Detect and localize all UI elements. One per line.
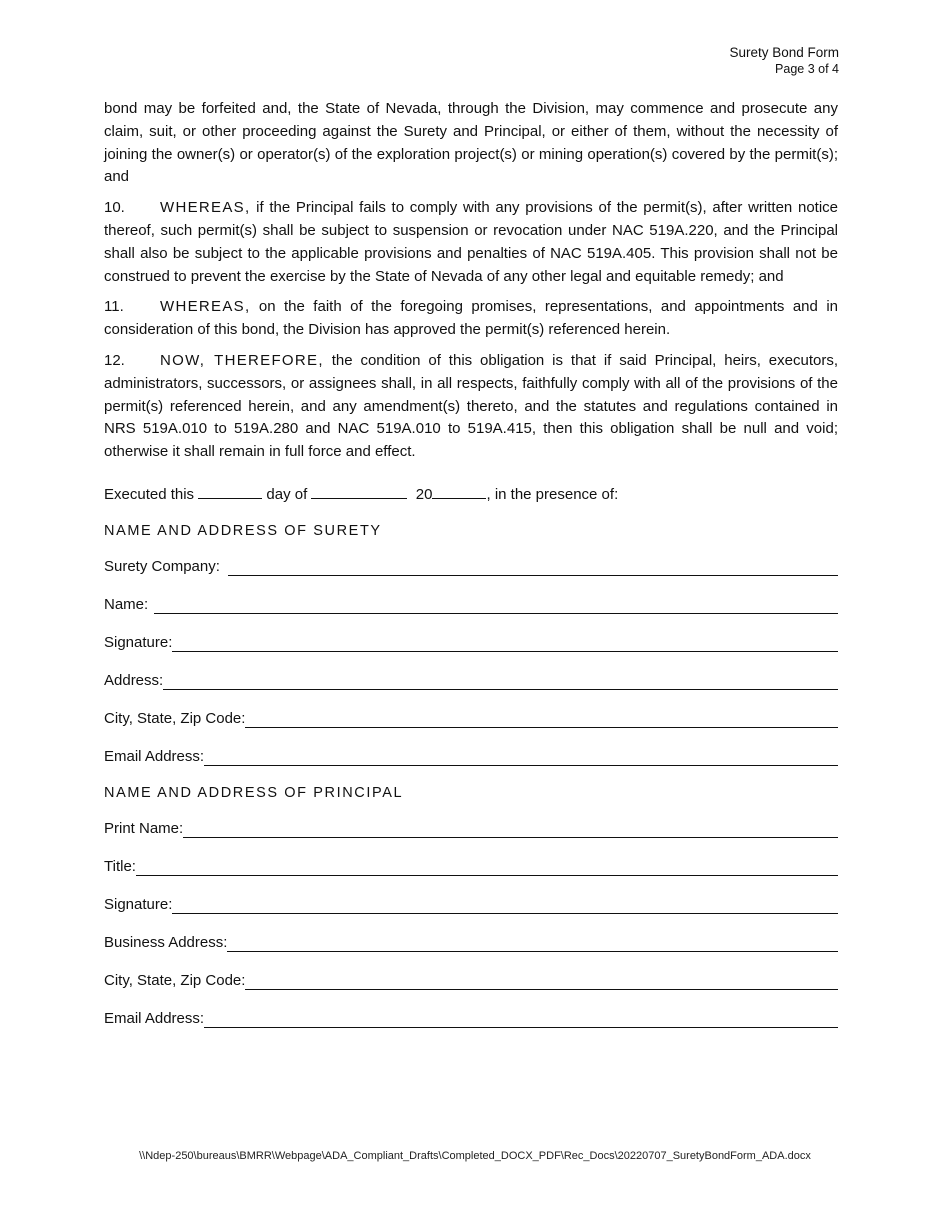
paragraph-number: 11.	[104, 298, 124, 316]
field-label: City, State, Zip Code:	[104, 710, 246, 728]
paragraph-continued: bond may be forfeited and, the State of Nevada, through the Division, may commence and prosecute any claim, suit, or other proceeding against the Surety and Principal, or either of them, without the necessity of joining the owner(s) or operator(s) of the exploration project(s) or mining operation(s) covered by the permit(s); and	[104, 100, 838, 186]
paragraph-text: on the faith of the foregoing promises, representations, and appointments and in consideration of this bond, the Division has approved the permit(s) referenced herein.	[104, 298, 838, 339]
field-label: Business Address:	[104, 934, 228, 952]
page-header	[729, 45, 839, 77]
document-body	[104, 98, 838, 1032]
form-title: Surety Bond Form	[729, 45, 839, 60]
paragraph-text: if the Principal fails to comply with any provisions of the permit(s), after written notice thereof, such permit(s) shall be subject to suspension or revocation under NAC 519A.220, and the Principal shall also be subject to the applicable provisions and penalties of NAC 519A.405. This provision shall not be construed to prevent the exercise by the State of Nevada of any other legal and equitable remedy; and	[104, 199, 838, 285]
surety-email-field[interactable]	[204, 747, 838, 766]
surety-email-row	[104, 732, 838, 770]
month-field[interactable]	[311, 482, 407, 499]
field-label: Title:	[104, 858, 136, 876]
surety-address-row	[104, 656, 838, 694]
surety-section-heading: NAME AND ADDRESS OF SURETY	[104, 522, 382, 539]
field-label: Email Address:	[104, 748, 205, 766]
surety-signature-field[interactable]	[172, 633, 838, 652]
paragraph-text: the condition of this obligation is that if said Principal, heirs, executors, administrators, successors, or assignees shall, in all respects, faithfully comply with all of the provisions of the permit(s) referenced herein, and any amendment(s) thereto, and the statutes and regulations contained in NRS 519A.010 to 519A.280 and NAC 519A.010 to 519A.415, then this obligation shall be null and void; otherwise it shall remain in full force and effect.	[104, 351, 838, 461]
surety-city-row	[104, 694, 838, 732]
surety-city-field[interactable]	[245, 709, 838, 728]
principal-business-address-row	[104, 918, 838, 956]
paragraph-11	[104, 296, 838, 342]
principal-signature-field[interactable]	[172, 895, 838, 914]
principal-print-name-row	[104, 804, 838, 842]
day-field[interactable]	[198, 482, 262, 499]
principal-title-row	[104, 842, 838, 880]
surety-signature-row	[104, 618, 838, 656]
surety-company-row	[104, 542, 838, 580]
paragraph-lead: NOW, THEREFORE,	[160, 351, 324, 369]
year-field[interactable]	[432, 482, 486, 499]
paragraph-number: 10.	[104, 199, 125, 217]
page-number: Page 3 of 4	[775, 62, 839, 76]
surety-name-field[interactable]	[154, 595, 838, 614]
principal-section-heading: NAME AND ADDRESS OF PRINCIPAL	[104, 784, 404, 801]
field-label: Address:	[104, 672, 164, 690]
principal-business-address-field[interactable]	[227, 933, 838, 952]
year-prefix: 20	[415, 485, 433, 503]
surety-company-field[interactable]	[228, 557, 838, 576]
surety-name-row	[104, 580, 838, 618]
field-label: Surety Company:	[104, 558, 220, 576]
field-label: Print Name:	[104, 820, 184, 838]
paragraph-lead: WHEREAS,	[160, 298, 251, 316]
principal-city-field[interactable]	[245, 971, 838, 990]
paragraph-12	[104, 350, 838, 464]
executed-label: Executed this	[104, 485, 195, 503]
field-label: Signature:	[104, 896, 173, 914]
surety-address-field[interactable]	[163, 671, 838, 690]
presence-label: , in the presence of:	[486, 485, 619, 503]
principal-print-name-field[interactable]	[183, 819, 838, 838]
field-label: City, State, Zip Code:	[104, 972, 246, 990]
day-of-label: day of	[266, 485, 308, 503]
field-label: Name:	[104, 596, 149, 614]
paragraph-number: 12.	[104, 351, 125, 369]
paragraph-lead: WHEREAS,	[160, 199, 251, 217]
principal-signature-row	[104, 880, 838, 918]
field-label: Signature:	[104, 634, 173, 652]
principal-email-field[interactable]	[204, 1009, 838, 1028]
file-path-footer: \\Ndep-250\bureaus\BMRR\Webpage\ADA_Compliant_Drafts\Completed_DOCX_PDF\Rec_Docs\20220707_SuretyBondForm_ADA.docx	[139, 1150, 811, 1162]
executed-line	[104, 482, 838, 504]
field-label: Email Address:	[104, 1010, 205, 1028]
principal-email-row	[104, 994, 838, 1032]
paragraph-10	[104, 197, 838, 288]
principal-city-row	[104, 956, 838, 994]
principal-title-field[interactable]	[136, 857, 838, 876]
